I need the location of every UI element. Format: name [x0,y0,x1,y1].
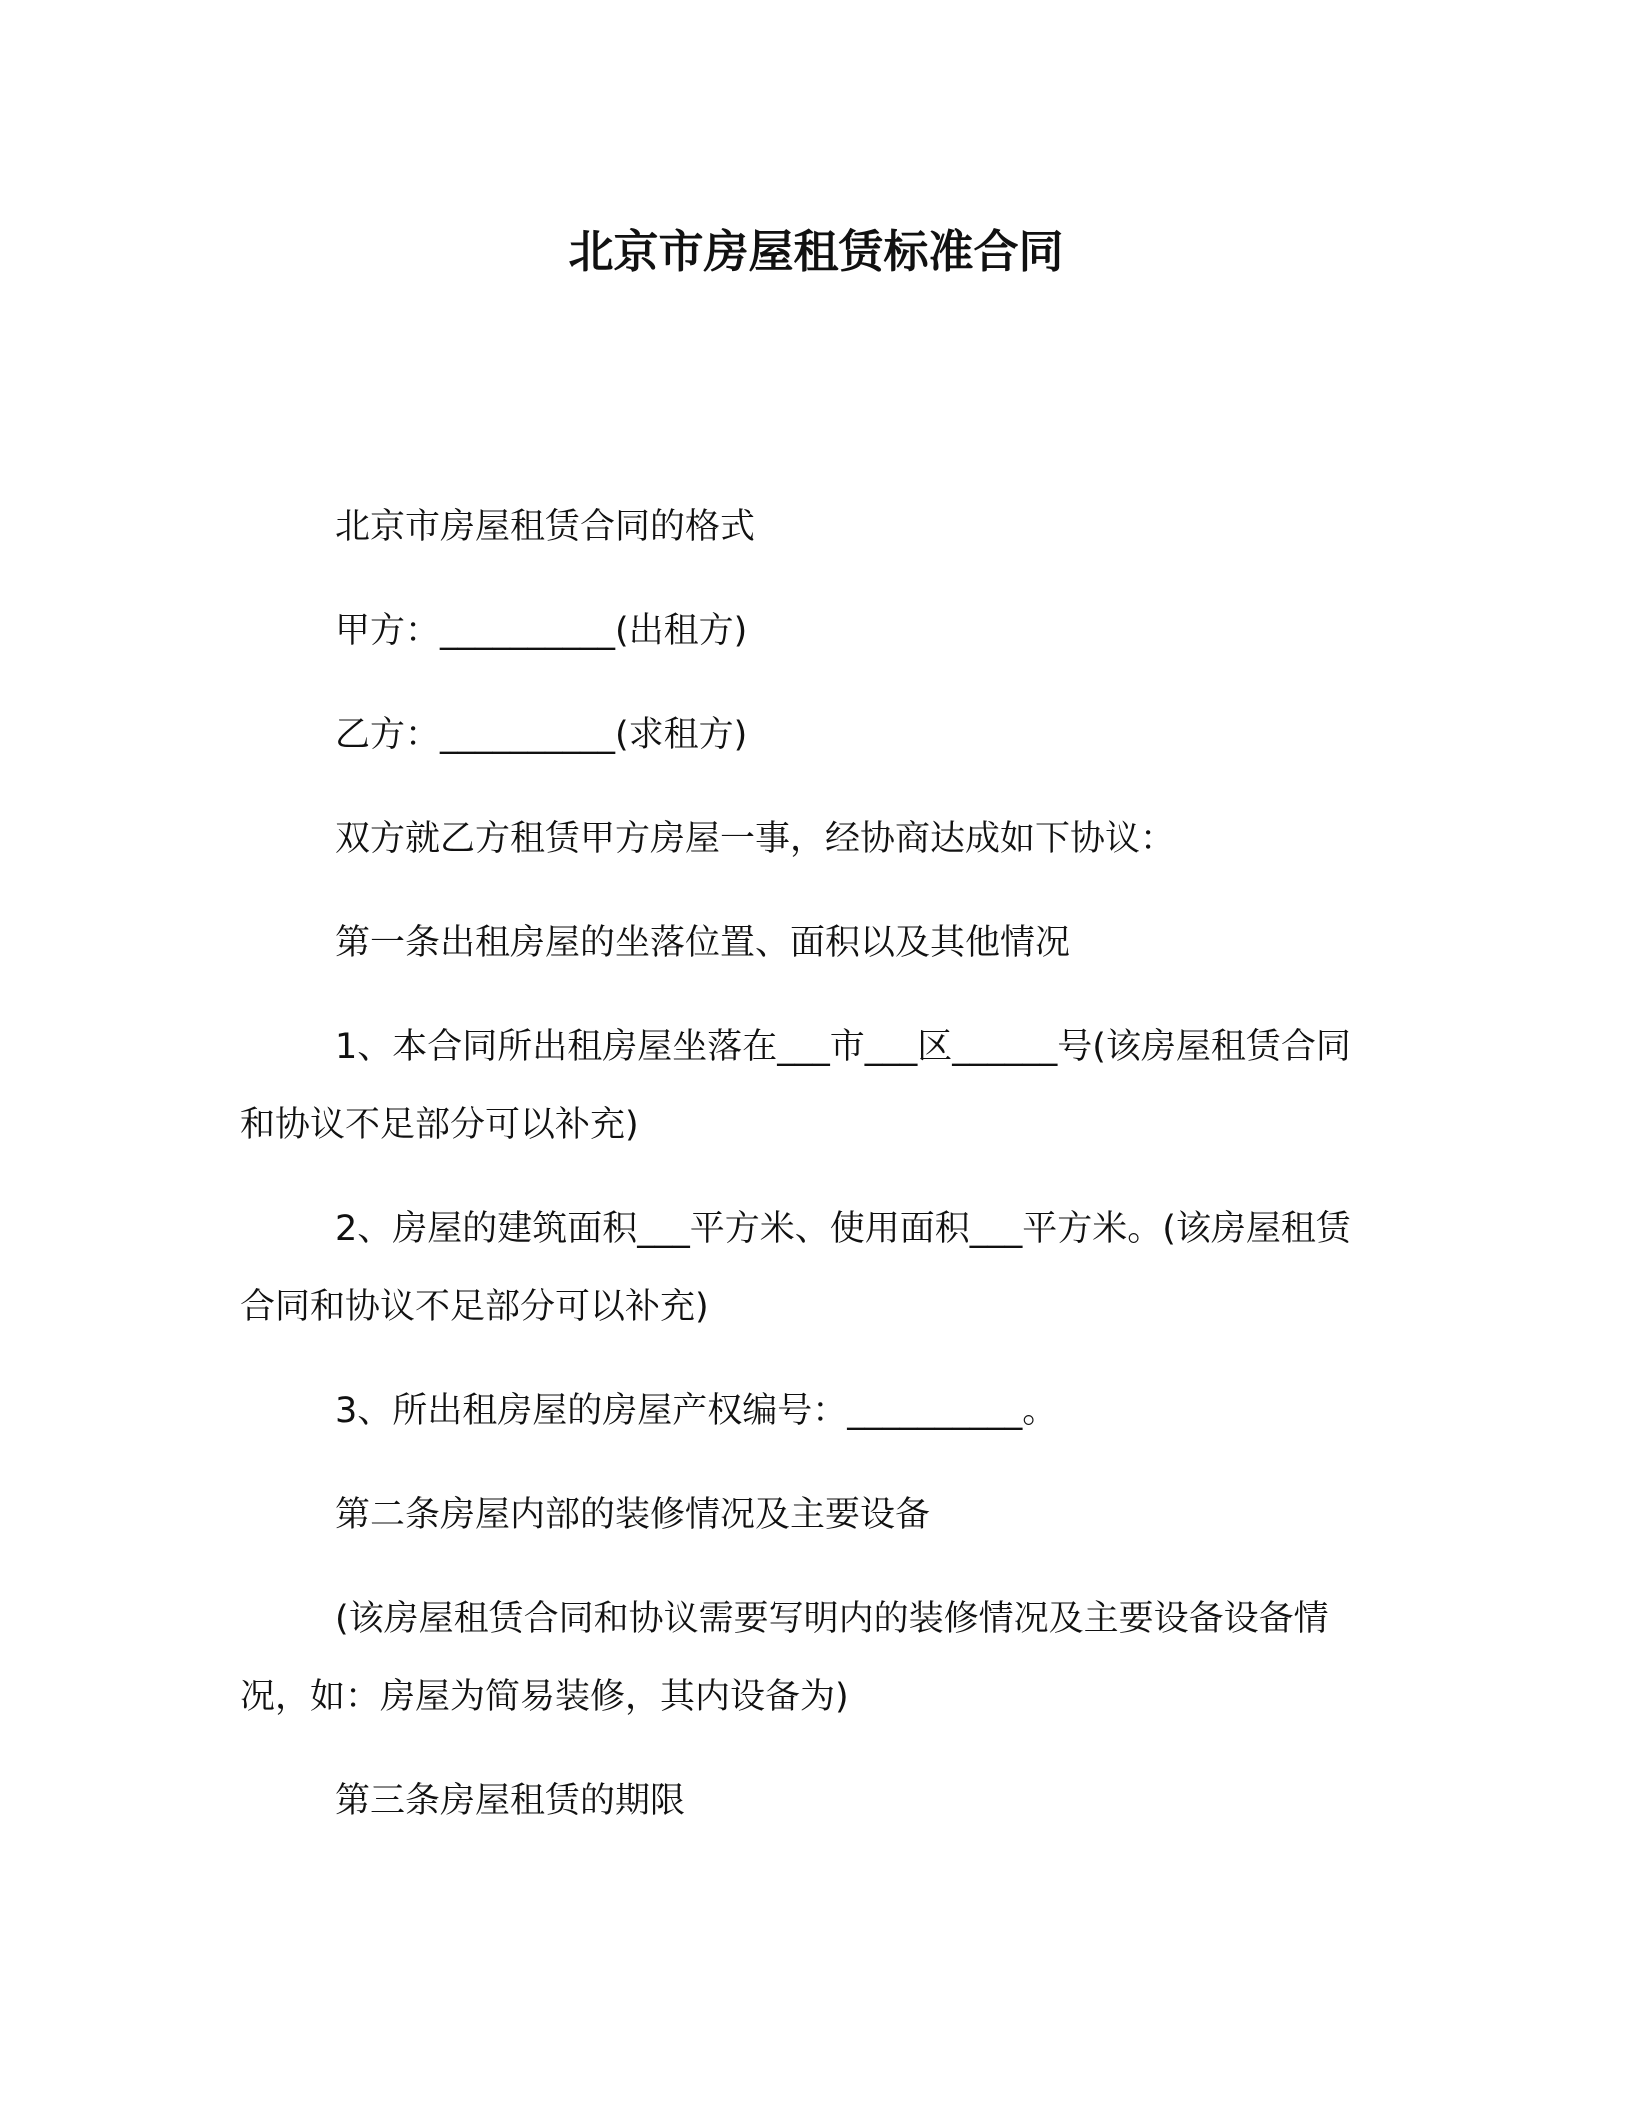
paragraph-party-a: 甲方：__________(出租方) [335,611,748,651]
paragraph-item-property-number: 3、所出租房屋的房屋产权编号：__________。 [335,1391,1058,1431]
paragraph-article-two: 第二条房屋内部的装修情况及主要设备 [335,1495,931,1535]
paragraph-party-b: 乙方：__________(求租方) [335,715,748,755]
paragraph-contract-format: 北京市房屋租赁合同的格式 [335,507,756,547]
document-body [240,488,1360,1866]
paragraph-article-one: 第一条出租房屋的坐落位置、面积以及其他情况 [335,923,1071,963]
document-title: 北京市房屋租赁标准合同 [568,225,1064,278]
paragraph-article-three: 第三条房屋租赁的期限 [335,1781,686,1821]
paragraph-item-location: 1、本合同所出租房屋坐落在___市___区______号(该房屋租赁合同和协议不足部分可以补充) [240,1027,1351,1145]
paragraph-agreement-intro: 双方就乙方租赁甲方房屋一事，经协商达成如下协议： [335,819,1176,859]
paragraph-decoration-note: (该房屋租赁合同和协议需要写明内的装修情况及主要设备设备情况，如：房屋为简易装修，其内设备为) [240,1599,1329,1717]
paragraph-item-area: 2、房屋的建筑面积___平方米、使用面积___平方米。(该房屋租赁合同和协议不足部分可以补充) [240,1209,1351,1327]
